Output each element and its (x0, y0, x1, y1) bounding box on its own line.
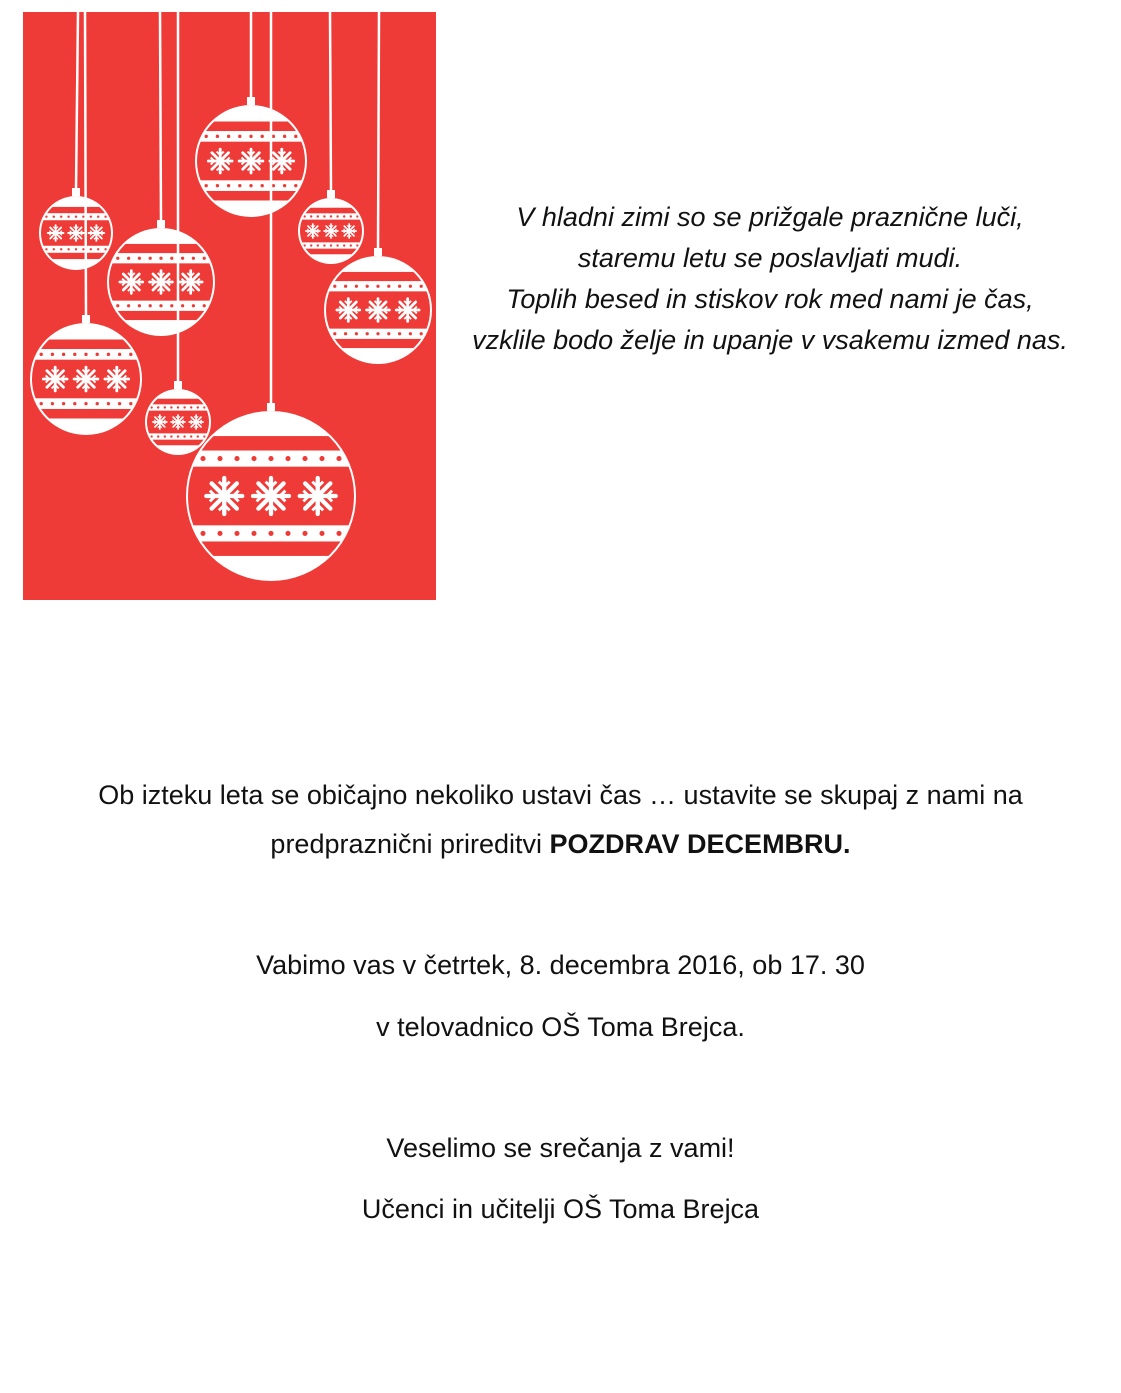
poem-line: vzklile bodo želje in upanje v vsakemu izmed nas. (472, 325, 1068, 355)
poem (440, 197, 1100, 361)
event-name: POZDRAV DECEMBRU. (549, 829, 851, 859)
intro-prefix: predpraznični prireditvi (270, 829, 550, 859)
signature: Učenci in učitelji OŠ Toma Brejca (361, 1194, 760, 1224)
intro-line: Ob izteku leta se običajno nekoliko ustavi čas … ustavite se skupaj z nami na (98, 780, 1023, 810)
poem-line: staremu letu se poslavljati mudi. (577, 243, 963, 273)
poem-line: V hladni zimi so se prižgale praznične luči, (516, 202, 1024, 232)
intro-line-event (0, 829, 1121, 860)
christmas-baubles-icon (23, 12, 436, 600)
venue-line: v telovadnico OŠ Toma Brejca. (376, 1012, 745, 1042)
poem-line: Toplih besed in stiskov rok med nami je čas, (506, 284, 1034, 314)
closing-line: Veselimo se srečanja z vami! (386, 1133, 735, 1163)
christmas-baubles-illustration (23, 12, 436, 600)
date-line: Vabimo vas v četrtek, 8. decembra 2016, ob 17. 30 (256, 950, 865, 980)
